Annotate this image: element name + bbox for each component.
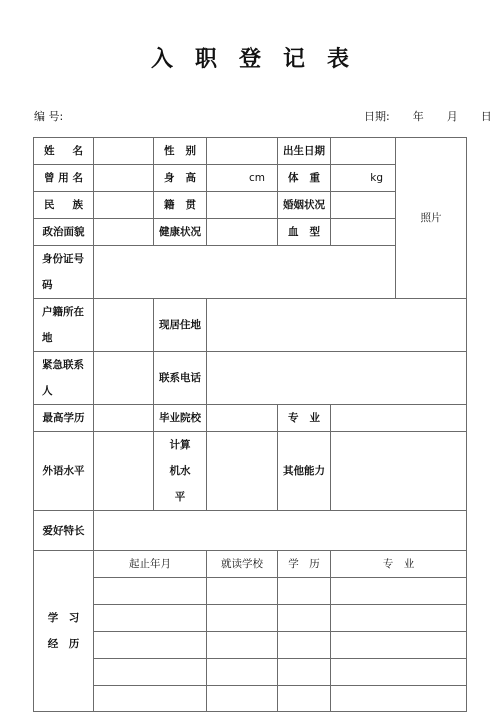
health-field[interactable] bbox=[207, 219, 278, 246]
address-label: 现居住地 bbox=[154, 299, 207, 352]
study-major-cell[interactable] bbox=[331, 686, 467, 712]
height-field[interactable]: cm bbox=[207, 165, 278, 192]
study-col-school: 就读学校 bbox=[207, 551, 278, 578]
study-period-cell[interactable] bbox=[94, 632, 207, 659]
name-field[interactable] bbox=[94, 138, 154, 165]
computer-label: 计算机水平 bbox=[154, 432, 207, 511]
study-col-period: 起止年月 bbox=[94, 551, 207, 578]
study-degree-cell[interactable] bbox=[278, 578, 331, 605]
ethnicity-field[interactable] bbox=[94, 192, 154, 219]
school-label: 毕业院校 bbox=[154, 405, 207, 432]
study-row bbox=[34, 686, 467, 712]
registration-form bbox=[33, 137, 467, 712]
emergency-label: 紧急联系人 bbox=[34, 352, 94, 405]
emergency-field[interactable] bbox=[94, 352, 154, 405]
native-place-field[interactable] bbox=[207, 192, 278, 219]
former-name-field[interactable] bbox=[94, 165, 154, 192]
study-row bbox=[34, 578, 467, 605]
study-major-cell[interactable] bbox=[331, 659, 467, 686]
birth-date-field[interactable] bbox=[331, 138, 396, 165]
phone-field[interactable] bbox=[207, 352, 467, 405]
date-label: 日期: bbox=[364, 110, 390, 123]
study-school-cell[interactable] bbox=[207, 578, 278, 605]
id-number-field[interactable] bbox=[94, 246, 396, 299]
blood-field[interactable] bbox=[331, 219, 396, 246]
education-label: 最高学历 bbox=[34, 405, 94, 432]
marital-label: 婚姻状况 bbox=[278, 192, 331, 219]
health-label: 健康状况 bbox=[154, 219, 207, 246]
phone-label: 联系电话 bbox=[154, 352, 207, 405]
blood-label: 血 型 bbox=[278, 219, 331, 246]
study-degree-cell[interactable] bbox=[278, 686, 331, 712]
birth-date-label: 出生日期 bbox=[278, 138, 331, 165]
school-field[interactable] bbox=[207, 405, 278, 432]
major-label: 专 业 bbox=[278, 405, 331, 432]
study-row bbox=[34, 632, 467, 659]
day-label: 日 bbox=[480, 110, 492, 123]
native-place-label: 籍 贯 bbox=[154, 192, 207, 219]
other-skills-field[interactable] bbox=[331, 432, 467, 511]
language-label: 外语水平 bbox=[34, 432, 94, 511]
study-major-cell[interactable] bbox=[331, 632, 467, 659]
study-major-cell[interactable] bbox=[331, 605, 467, 632]
marital-field[interactable] bbox=[331, 192, 396, 219]
study-period-cell[interactable] bbox=[94, 605, 207, 632]
study-period-cell[interactable] bbox=[94, 659, 207, 686]
page-title: 入职登记表 bbox=[150, 47, 371, 72]
date-line bbox=[364, 108, 492, 124]
study-school-cell[interactable] bbox=[207, 632, 278, 659]
study-period-cell[interactable] bbox=[94, 578, 207, 605]
political-label: 政治面貌 bbox=[34, 219, 94, 246]
household-field[interactable] bbox=[94, 299, 154, 352]
education-field[interactable] bbox=[94, 405, 154, 432]
study-degree-cell[interactable] bbox=[278, 605, 331, 632]
study-degree-cell[interactable] bbox=[278, 659, 331, 686]
study-history-label: 学 习 经 历 bbox=[34, 551, 94, 712]
study-row bbox=[34, 659, 467, 686]
study-period-cell[interactable] bbox=[94, 686, 207, 712]
name-label: 姓 名 bbox=[34, 138, 94, 165]
address-field[interactable] bbox=[207, 299, 467, 352]
computer-field[interactable] bbox=[207, 432, 278, 511]
gender-label: 性 别 bbox=[154, 138, 207, 165]
study-school-cell[interactable] bbox=[207, 686, 278, 712]
study-row bbox=[34, 605, 467, 632]
ethnicity-label: 民 族 bbox=[34, 192, 94, 219]
number-label: 编 号: bbox=[34, 110, 64, 123]
study-major-cell[interactable] bbox=[331, 578, 467, 605]
weight-label: 体 重 bbox=[278, 165, 331, 192]
study-col-major: 专 业 bbox=[331, 551, 467, 578]
month-label: 月 bbox=[446, 110, 458, 123]
hobbies-field[interactable] bbox=[94, 511, 467, 551]
photo-box[interactable]: 照片 bbox=[396, 138, 467, 299]
study-school-cell[interactable] bbox=[207, 605, 278, 632]
household-label: 户籍所在地 bbox=[34, 299, 94, 352]
study-degree-cell[interactable] bbox=[278, 632, 331, 659]
study-school-cell[interactable] bbox=[207, 659, 278, 686]
height-label: 身 高 bbox=[154, 165, 207, 192]
id-number-label: 身份证号码 bbox=[34, 246, 94, 299]
former-name-label: 曾用名 bbox=[34, 165, 94, 192]
language-field[interactable] bbox=[94, 432, 154, 511]
study-col-degree: 学 历 bbox=[278, 551, 331, 578]
other-skills-label: 其他能力 bbox=[278, 432, 331, 511]
major-field[interactable] bbox=[331, 405, 467, 432]
weight-field[interactable]: kg bbox=[331, 165, 396, 192]
year-label: 年 bbox=[412, 110, 424, 123]
hobbies-label: 爱好特长 bbox=[34, 511, 94, 551]
gender-field[interactable] bbox=[207, 138, 278, 165]
political-field[interactable] bbox=[94, 219, 154, 246]
